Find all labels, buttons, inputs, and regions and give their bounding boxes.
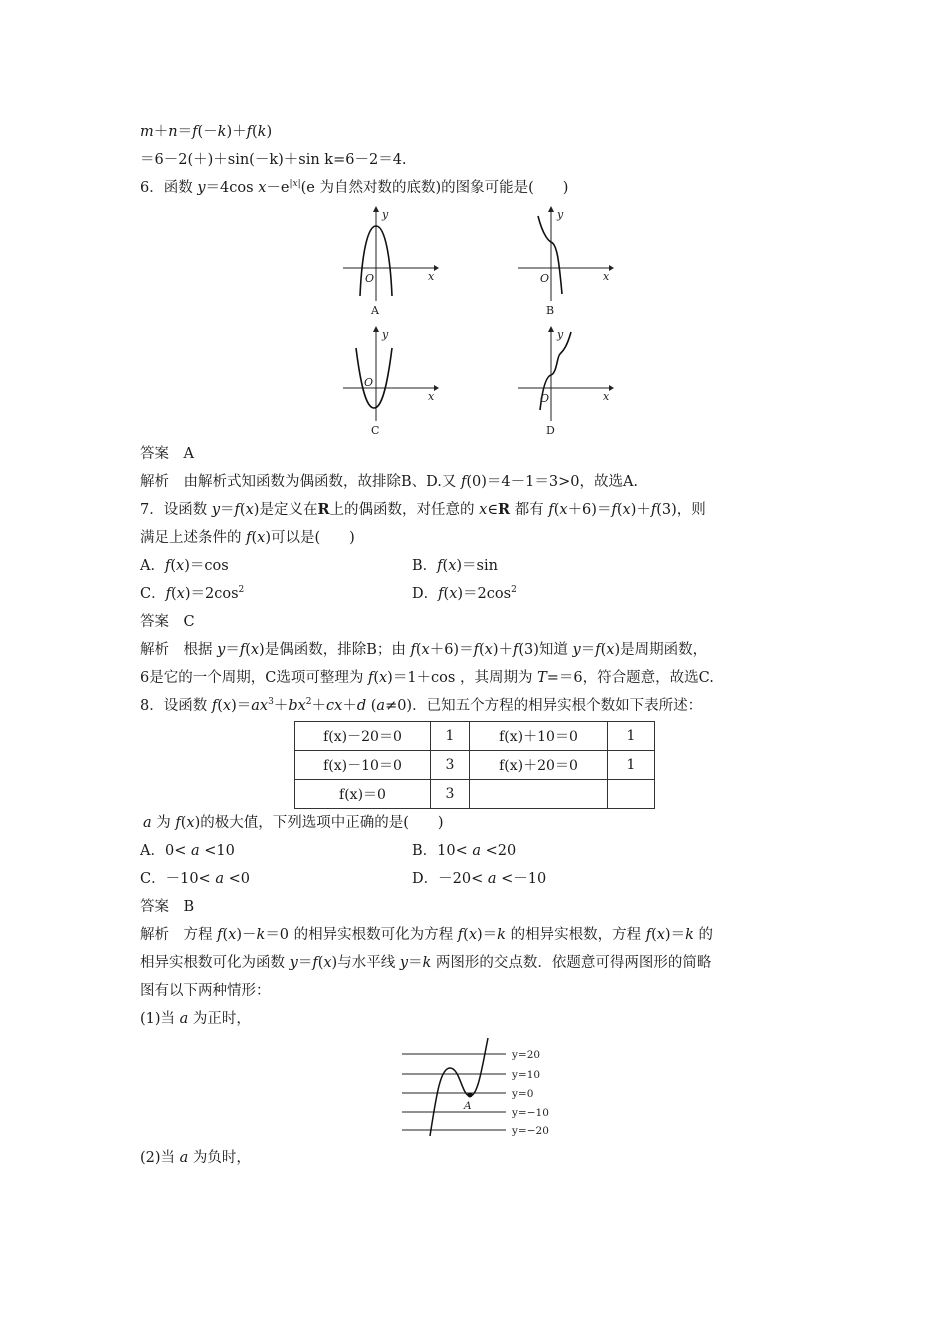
x-axis-label: x — [603, 270, 610, 283]
graph-label: B — [546, 304, 555, 317]
line-label: y=0 — [512, 1088, 534, 1100]
y-axis-label: y — [382, 208, 389, 221]
analysis-8-cont: 相异实根数可化为函数 y＝f(x)与水平线 y＝k 两图形的交点数．依题意可得两图形的简略 — [140, 955, 712, 971]
question-8-cont: a 为 f(x)的极大值，下列选项中正确的是( ) — [143, 815, 444, 831]
question-7: 7．设函数 y＝f(x)是定义在R上的偶函数，对任意的 x∈R 都有 f(x＋6)＝f(x)＋f(3)，则 — [140, 501, 706, 518]
option-a: A．0< a <10 — [140, 843, 235, 859]
table-cell: f(x)－10＝0 — [295, 751, 431, 780]
analysis-7-cont: 6是它的一个周期，C选项可整理为 f(x)＝1＋cos ，其周期为 T=＝6，符合题意，故选C. — [140, 670, 714, 686]
question-7-cont: 满足上述条件的 f(x)可以是( ) — [140, 530, 355, 546]
graph-d — [513, 326, 613, 441]
line-label: y=−20 — [512, 1125, 549, 1137]
option-d: D．－20< a <－10 — [412, 871, 547, 887]
origin-label: O — [365, 272, 375, 285]
line-label: y=10 — [512, 1069, 541, 1081]
question-6: 6．函数 y＝4cos $x-e^{|x|}(e$ 为自然对数的底数)的图象可能是( ) — [140, 179, 569, 196]
table-cell: 1 — [608, 751, 655, 780]
table-cell: f(x)＋10＝0 — [470, 722, 608, 751]
question-8: 8．设函数 $f(x)=ax^3+bx^2+cx+d$ (a≠0)．已知五个方程的相异实根个数如下表所述： — [140, 697, 703, 714]
analysis-6: 解析 由解析式知函数为偶函数，故排除B、D.又 f(0)＝4－1＝3>0，故选A. — [140, 474, 639, 490]
analysis-8: 解析 方程 f(x)－k＝0 的相异实根数可化为方程 f(x)＝k 的相异实根数，方程 f(x)＝k 的 — [140, 927, 713, 943]
option-b: B．f(x)＝sin — [412, 558, 498, 574]
graph-label: A — [371, 304, 379, 317]
table-cell — [470, 780, 608, 809]
answer-7: 答案 C — [140, 614, 195, 630]
graph-label: D — [546, 424, 555, 437]
case-1-label: (1)当 a 为正时， — [140, 1011, 251, 1027]
x-axis-label: x — [428, 270, 435, 283]
table-cell: 1 — [431, 722, 470, 751]
analysis-7: 解析 根据 y＝f(x)是偶函数，排除B；由 f(x＋6)＝f(x)＋f(3)知道 y＝f(x)是周期函数， — [140, 642, 708, 658]
line-label: y=20 — [512, 1049, 541, 1061]
y-axis-label: y — [557, 328, 564, 341]
line-label: y=−10 — [512, 1107, 549, 1119]
x-axis-label: x — [603, 390, 610, 403]
table-row — [295, 722, 655, 751]
origin-label: O — [540, 392, 550, 405]
table-row — [295, 751, 655, 780]
option-d: D．$f(x)=2\cos^2$ — [412, 585, 517, 602]
roots-table — [294, 721, 655, 809]
option-b: B．10< a <20 — [412, 843, 517, 859]
table-row — [295, 780, 655, 809]
origin-label: O — [364, 376, 374, 389]
cubic-figure — [402, 1038, 552, 1138]
analysis-8-cont: 图有以下两种情形： — [140, 983, 271, 999]
case-2-label: (2)当 a 为负时， — [140, 1150, 251, 1166]
graph-a — [338, 206, 438, 321]
table-cell: f(x)＋20＝0 — [470, 751, 608, 780]
table-cell: 3 — [431, 751, 470, 780]
option-c: C．$f(x)=2\cos^2$ — [140, 585, 245, 602]
option-c: C．－10< a <0 — [140, 871, 250, 887]
answer-8: 答案 B — [140, 899, 195, 915]
table-cell — [608, 780, 655, 809]
y-axis-label: y — [382, 328, 389, 341]
table-cell: f(x)＝0 — [295, 780, 431, 809]
table-cell: 1 — [608, 722, 655, 751]
point-a-label: A — [464, 1100, 472, 1112]
option-a: A．f(x)＝cos — [140, 558, 229, 574]
table-cell: 3 — [431, 780, 470, 809]
x-axis-label: x — [428, 390, 435, 403]
graph-c — [338, 326, 438, 441]
table-cell: f(x)－20＝0 — [295, 722, 431, 751]
solution-line: m＋n＝f(－k)＋f(k) — [140, 124, 273, 140]
solution-line: ＝6－2(＋)＋sin(－k)＋sin k=6－2＝4. — [140, 152, 407, 168]
y-axis-label: y — [557, 208, 564, 221]
graph-b — [513, 206, 613, 321]
graph-label: C — [371, 424, 380, 437]
answer-6: 答案 A — [140, 446, 194, 462]
origin-label: O — [540, 272, 550, 285]
